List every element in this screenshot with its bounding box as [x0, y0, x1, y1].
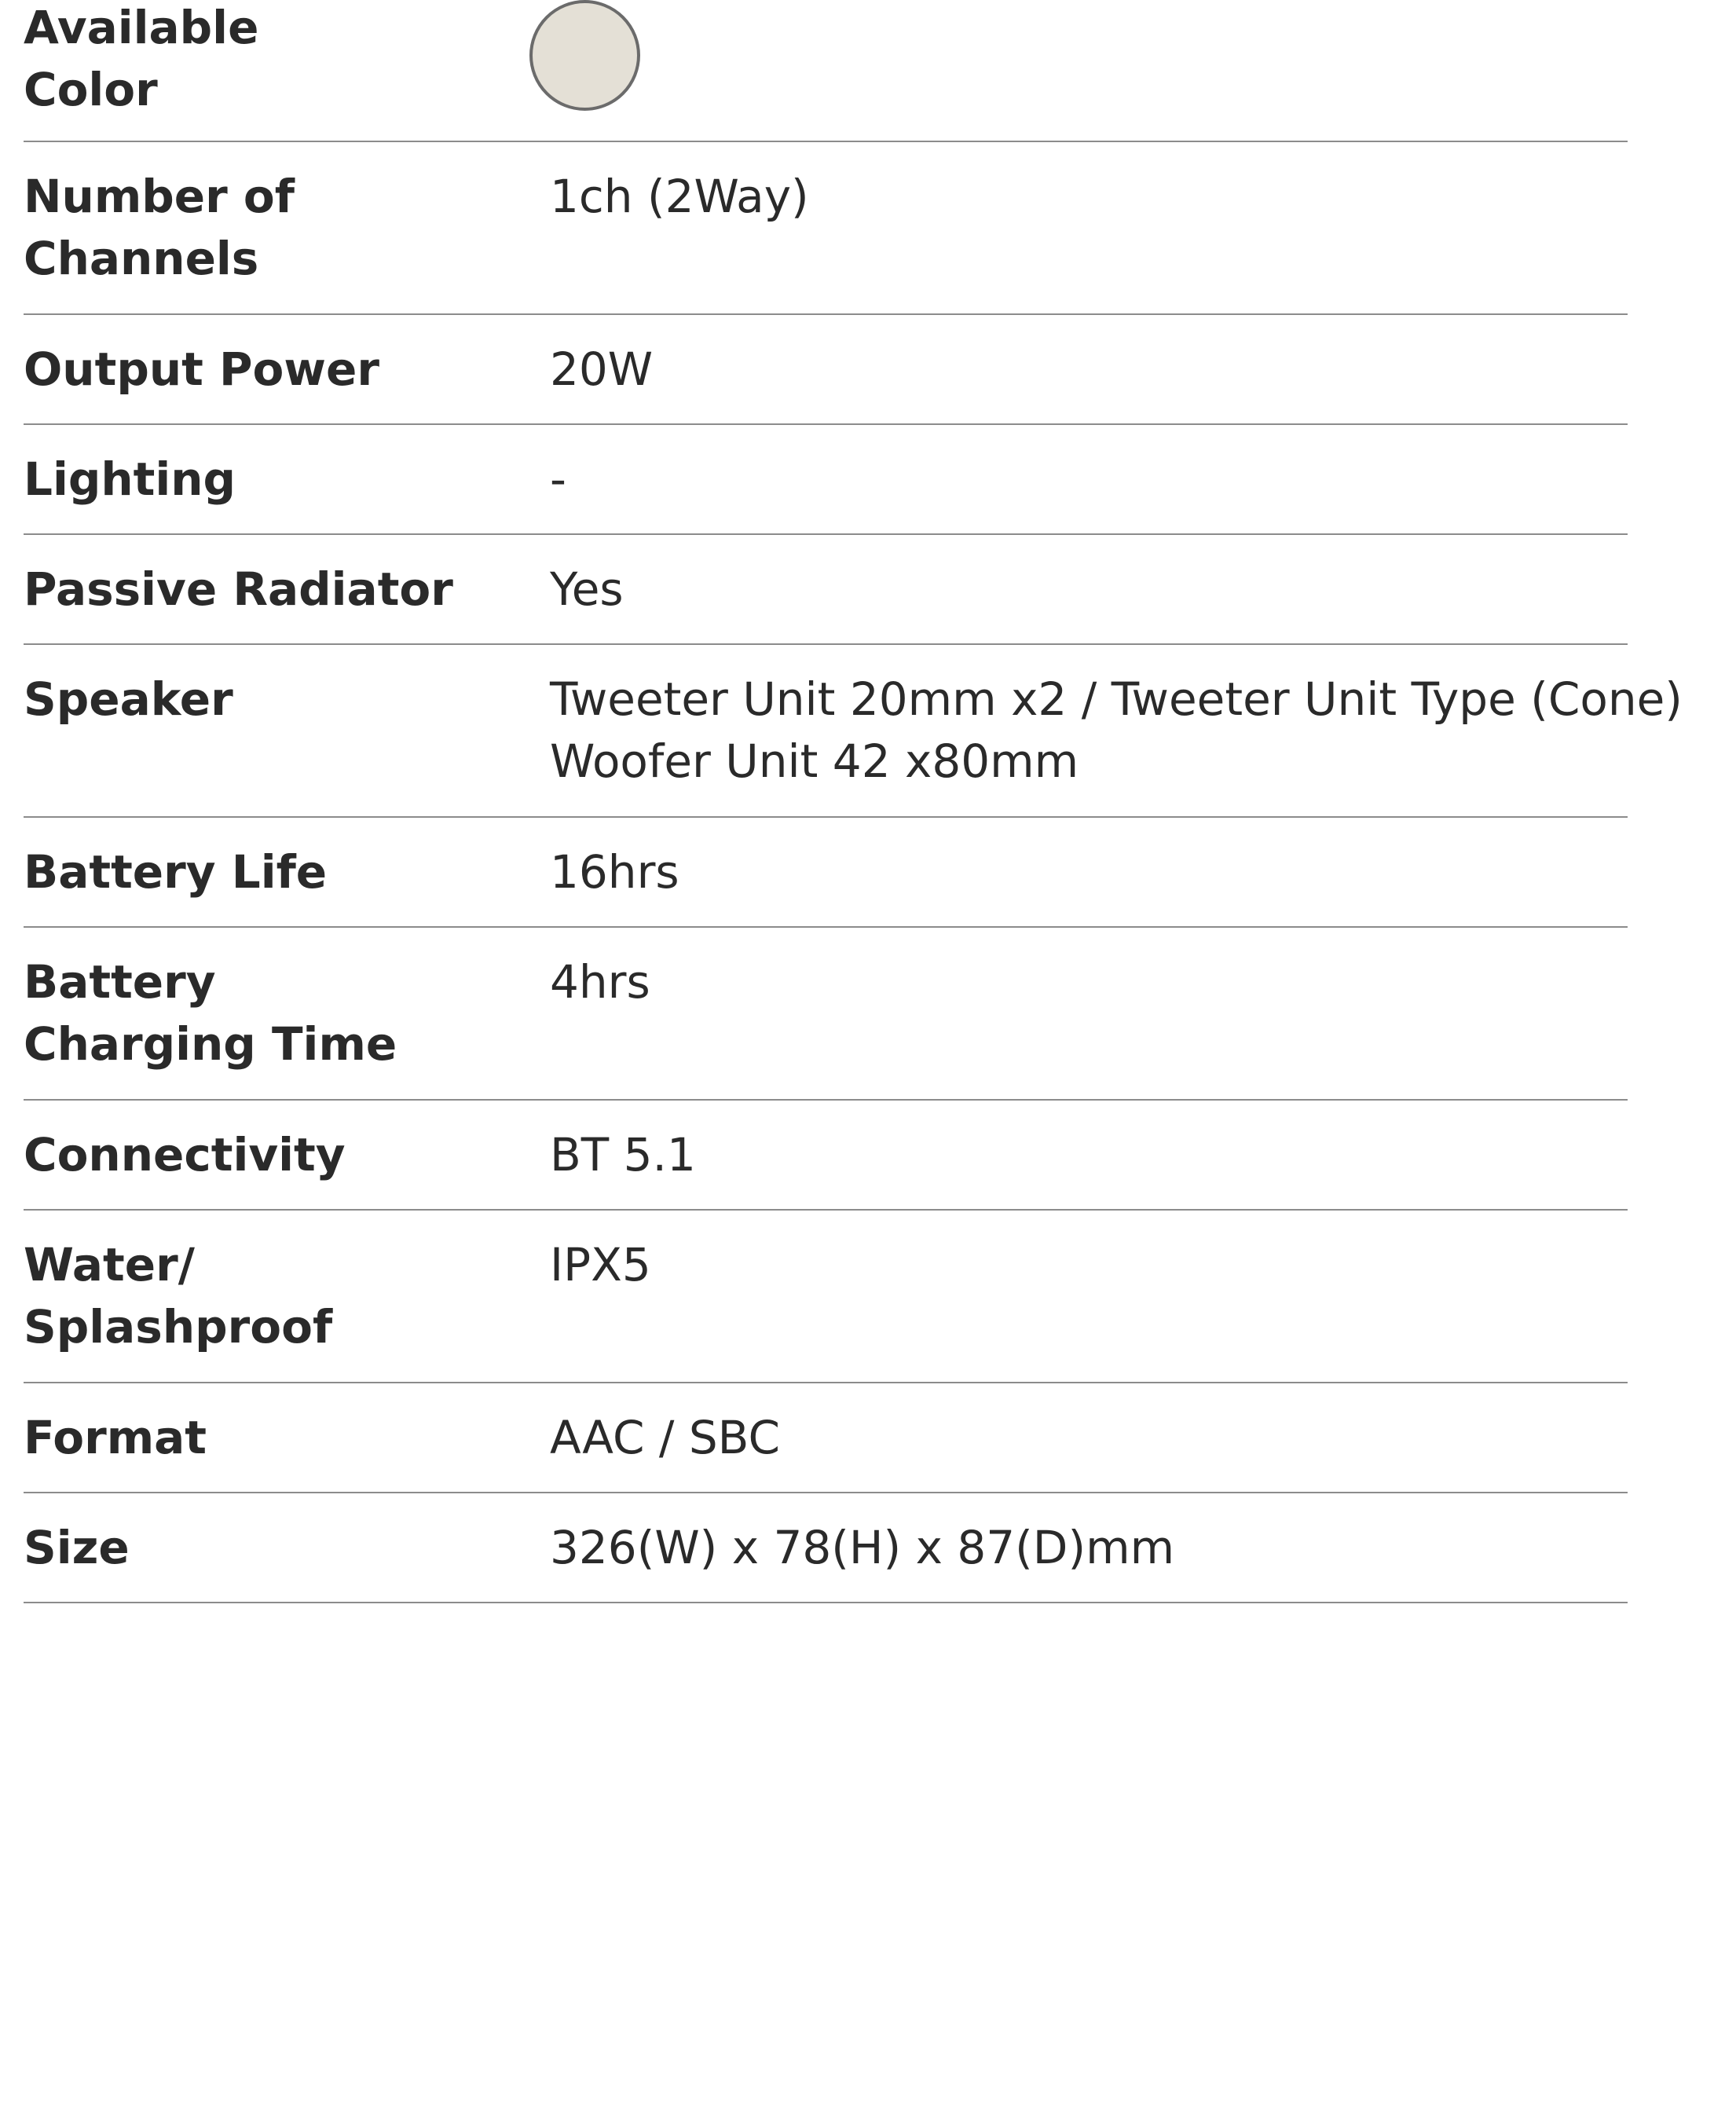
spec-label — [24, 841, 550, 926]
spec-row-passive-radiator — [24, 535, 1628, 645]
spec-row-battery-charging-time — [24, 928, 1628, 1101]
spec-label — [24, 0, 550, 141]
spec-label-line: Passive Radiator — [24, 562, 453, 616]
spec-value-line: AAC / SBC — [550, 1411, 780, 1464]
spec-label — [24, 559, 550, 643]
spec-row-battery-life — [24, 818, 1628, 928]
color-swatch-beige[interactable] — [529, 0, 640, 111]
spec-row-speaker — [24, 645, 1683, 818]
spec-value-line: Tweeter Unit 20mm x2 / Tweeter Unit Type (Cone) — [550, 672, 1683, 726]
spec-row-output-power — [24, 315, 1628, 425]
spec-value-line: 20W — [550, 343, 654, 396]
spec-value-line: 4hrs — [550, 955, 650, 1009]
spec-label-line: Color — [24, 63, 158, 116]
spec-label-line: Output Power — [24, 343, 379, 396]
spec-label — [24, 1234, 550, 1382]
spec-value — [550, 1407, 1628, 1492]
spec-label — [24, 1407, 550, 1492]
spec-label-line: Format — [24, 1411, 207, 1464]
spec-row-water-splashproof — [24, 1211, 1628, 1383]
spec-value — [550, 951, 1628, 1099]
spec-label-line: Channels — [24, 232, 259, 285]
spec-label-line: Battery Life — [24, 845, 328, 899]
spec-value — [550, 841, 1628, 926]
spec-value-line: 16hrs — [550, 845, 679, 899]
spec-value — [550, 559, 1628, 643]
spec-label-line: Charging Time — [24, 1017, 397, 1071]
spec-value-line: 1ch (2Way) — [550, 170, 809, 223]
spec-value — [550, 449, 1628, 533]
spec-value — [550, 669, 1683, 816]
spec-value — [550, 1124, 1628, 1209]
spec-value-line: Yes — [550, 562, 624, 616]
spec-label — [24, 669, 550, 816]
spec-label — [24, 951, 550, 1099]
spec-label-line: Size — [24, 1521, 130, 1574]
spec-value — [550, 166, 1628, 313]
spec-row-connectivity — [24, 1101, 1628, 1211]
spec-label-line: Lighting — [24, 452, 236, 506]
spec-value-line: BT 5.1 — [550, 1128, 696, 1181]
spec-label — [24, 449, 550, 533]
spec-row-size — [24, 1493, 1628, 1603]
spec-label-line: Water/ — [24, 1238, 195, 1291]
spec-value-line: 326(W) x 78(H) x 87(D)mm — [550, 1521, 1175, 1574]
spec-value-line: - — [550, 452, 566, 506]
spec-row-available-color — [24, 0, 1628, 142]
spec-label-line: Connectivity — [24, 1128, 346, 1181]
spec-value — [550, 339, 1628, 423]
spec-label — [24, 1517, 550, 1602]
spec-label-line: Speaker — [24, 672, 233, 726]
spec-value-line: IPX5 — [550, 1238, 651, 1291]
spec-value — [550, 1234, 1628, 1382]
spec-row-format — [24, 1383, 1628, 1493]
spec-row-lighting — [24, 425, 1628, 535]
spec-label-line: Number of — [24, 170, 295, 223]
spec-label-line: Battery — [24, 955, 216, 1009]
spec-row-number-of-channels — [24, 142, 1628, 315]
spec-label — [24, 1124, 550, 1209]
spec-table — [24, 0, 1683, 1603]
spec-label — [24, 339, 550, 423]
spec-value — [550, 1517, 1628, 1602]
spec-value-line: Woofer Unit 42 x80mm — [550, 734, 1079, 788]
spec-label — [24, 166, 550, 313]
spec-label-line: Splashproof — [24, 1300, 333, 1354]
spec-label-line: Available — [24, 1, 259, 54]
